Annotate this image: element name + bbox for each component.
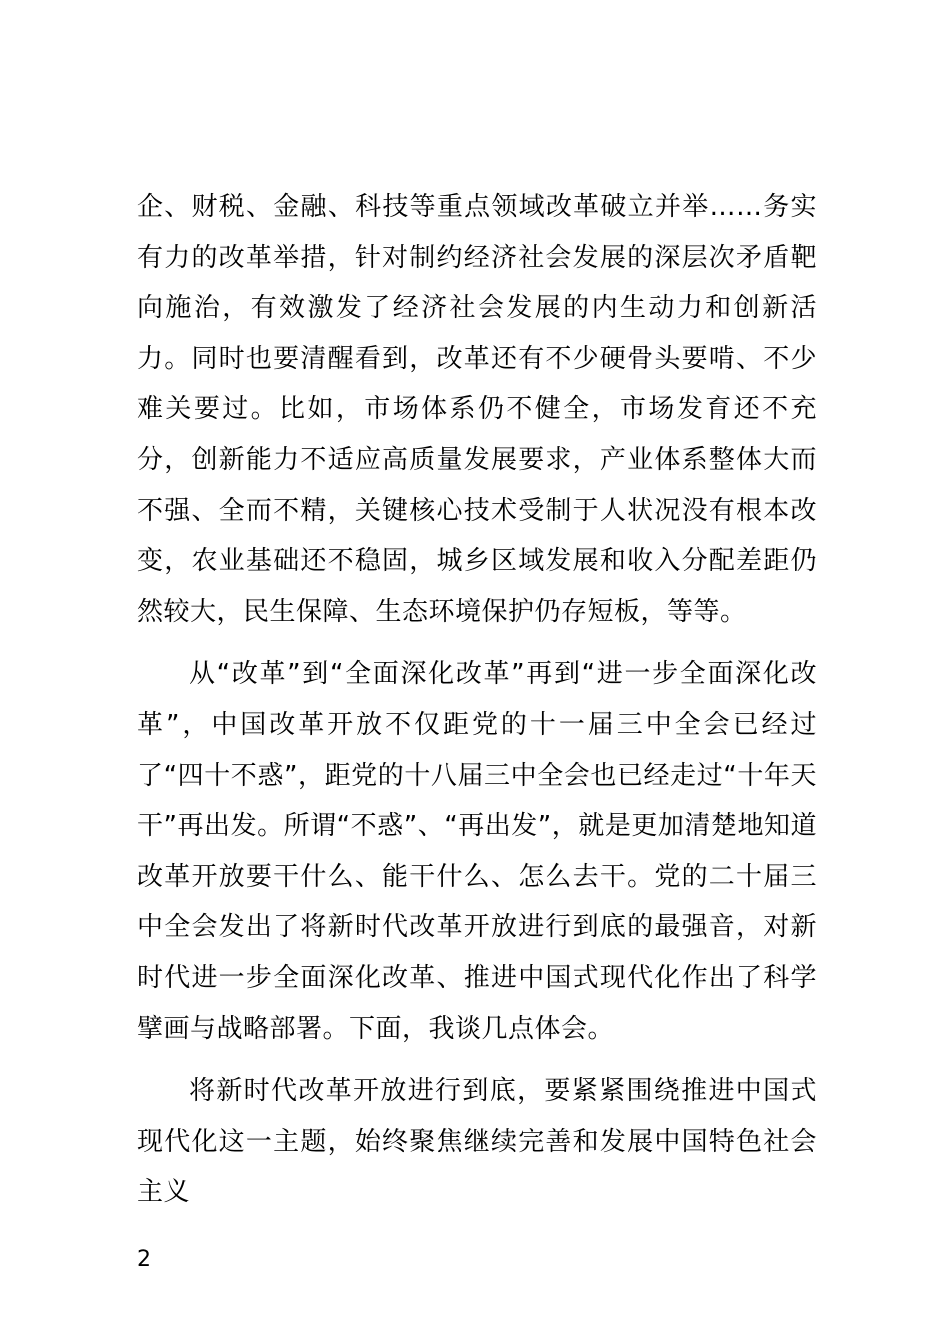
paragraph-continuation: 企、财税、金融、科技等重点领域改革破立并举……务实有力的改革举措，针对制约经济社会发展的深层次矛盾靶向施治，有效激发了经济社会发展的内生动力和创新活力。同时也要清醒看到，改革还有不少硬骨头要啃、不少难关要过。比如，市场体系仍不健全，市场发育还不充分，创新能力不适应高质量发展要求，产业体系整体大而不强、全而不精，关键核心技术受制于人状况没有根本改变，农业基础还不稳固，城乡区域发展和收入分配差距仍然较大，民生保障、生态环境保护仍存短板，等等。 <box>137 192 817 627</box>
paragraph-modernization-theme: 将新时代改革开放进行到底，要紧紧围绕推进中国式现代化这一主题，始终聚焦继续完善和发展中国特色社会主义 <box>137 1076 817 1208</box>
paragraph-reform-history: 从“改革”到“全面深化改革”再到“进一步全面深化改革”，中国改革开放不仅距党的十一届三中全会已经过了“四十不惑”，距党的十八届三中全会也已经走过“十年天干”再出发。所谓“不惑”、“再出发”，就是更加清楚地知道改革开放要干什么、能干什么、怎么去干。党的二十届三中全会发出了将新时代改革开放进行到底的最强音，对新时代进一步全面深化改革、推进中国式现代化作出了科学擘画与战略部署。下面，我谈几点体会。 <box>137 659 817 1044</box>
page-number: 2 <box>137 1247 151 1272</box>
body-text <box>137 182 817 1230</box>
